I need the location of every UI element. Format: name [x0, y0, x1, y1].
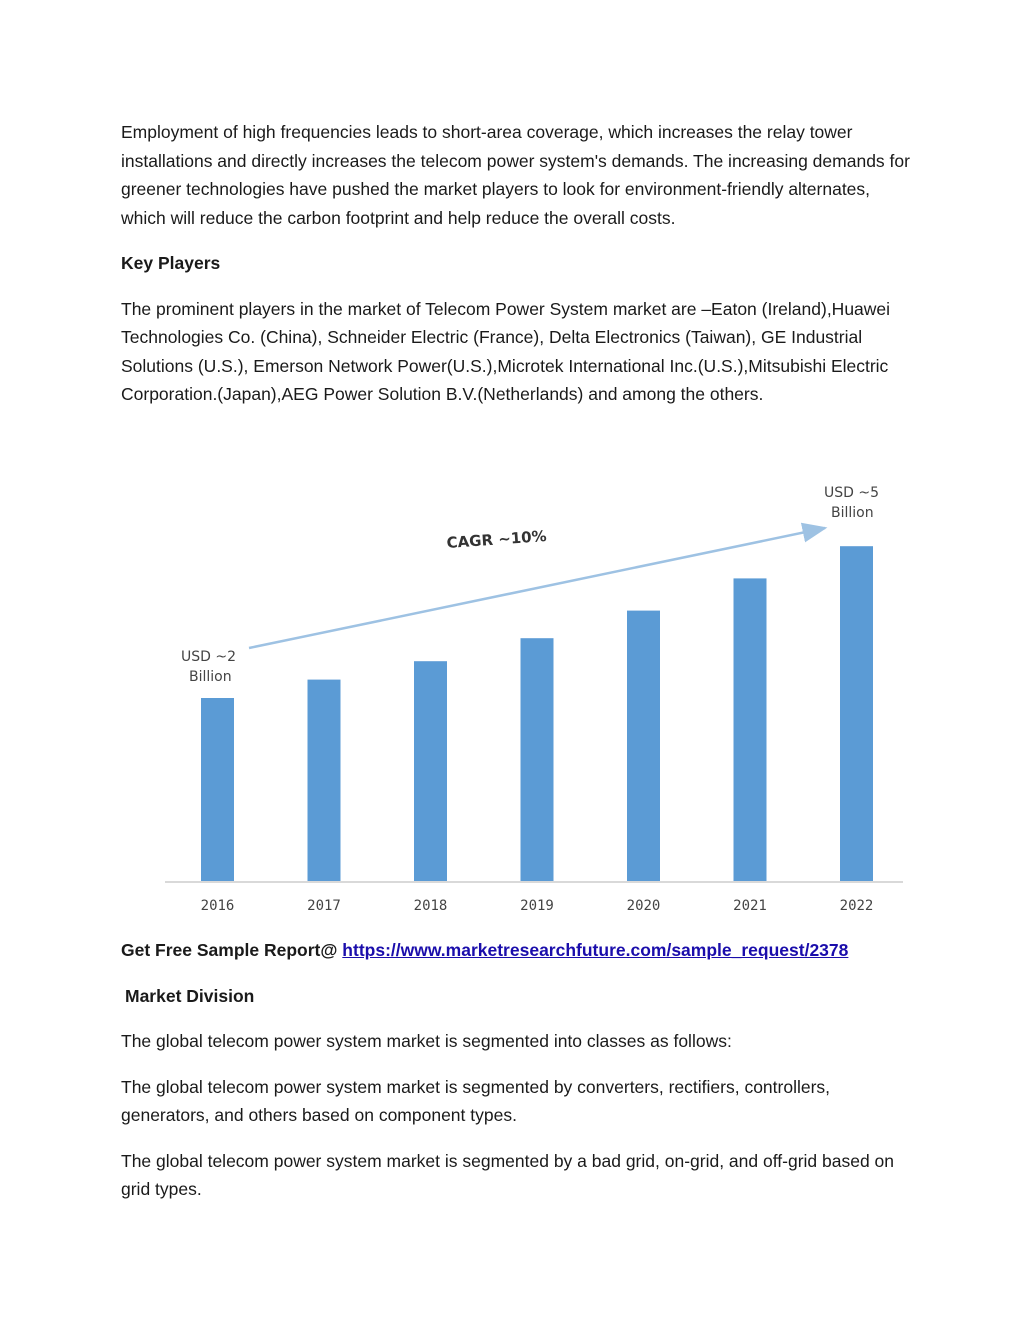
key-players-paragraph: The prominent players in the market of Telecom Power System market are –Eaton (Ireland),Huawei Technologies Co. (China), Schneider Electric (France), Delta Electronics (Taiwan), GE Industrial Solutions (U.S.), Emerson Network Power(U.S.),Microtek International Inc.(U.S.),Mitsubishi Electric Corporation.(Japan),AEG Power Solution B.V.(Netherlands) and among the others. [121, 298, 891, 404]
cagr-label: CAGR ~10% [446, 527, 548, 552]
bar-2018 [414, 661, 447, 882]
bar-2020 [627, 611, 660, 882]
bar-2017 [308, 680, 341, 882]
bar-2021 [734, 578, 767, 882]
market-division-paragraph-1: The global telecom power system market is segmented into classes as follows: [121, 1031, 732, 1051]
market-division-heading: Market Division [125, 985, 255, 1006]
intro-paragraph: Employment of high frequencies leads to short-area coverage, which increases the relay tower installations and directly increases the telecom power system's demands. The increasing demands for greener technologies have pushed the market players to look for environment-friendly alternates, which will reduce the carbon footprint and help reduce the overall costs. [121, 122, 910, 228]
bar-2019 [521, 638, 554, 882]
start-value-label-line1: USD ~2 [181, 649, 237, 665]
x-tick-label-2020: 2020 [626, 898, 661, 914]
sample-report-line [121, 936, 911, 965]
end-value-label-line1: USD ~5 [824, 485, 880, 501]
start-value-label-line2: Billion [189, 669, 232, 685]
market-division-paragraph-3: The global telecom power system market is segmented by a bad grid, on-grid, and off-grid based on grid types. [121, 1150, 895, 1199]
end-value-label-line2: Billion [831, 505, 874, 521]
lower-section [121, 936, 911, 1221]
x-tick-label-2021: 2021 [733, 898, 767, 914]
key-players-heading: Key Players [121, 253, 221, 273]
tick-labels-layer [201, 898, 874, 914]
bar-chart-svg [121, 468, 911, 928]
x-tick-label-2017: 2017 [307, 898, 341, 914]
bar-2022 [840, 546, 873, 882]
market-growth-chart [121, 468, 911, 928]
x-tick-label-2016: 2016 [200, 898, 235, 914]
market-division-paragraph-2: The global telecom power system market is segmented by converters, rectifiers, controllers, generators, and others based on component types. [121, 1076, 831, 1125]
sample-report-label: Get Free Sample Report@ [121, 940, 343, 960]
x-tick-label-2018: 2018 [413, 898, 448, 914]
document-page [121, 118, 911, 1199]
x-tick-label-2019: 2019 [520, 898, 554, 914]
bar-2016 [201, 698, 234, 882]
bars-layer [201, 546, 873, 882]
x-tick-label-2022: 2022 [839, 898, 874, 914]
sample-report-link[interactable]: https://www.marketresearchfuture.com/sample_request/2378 [342, 940, 849, 960]
